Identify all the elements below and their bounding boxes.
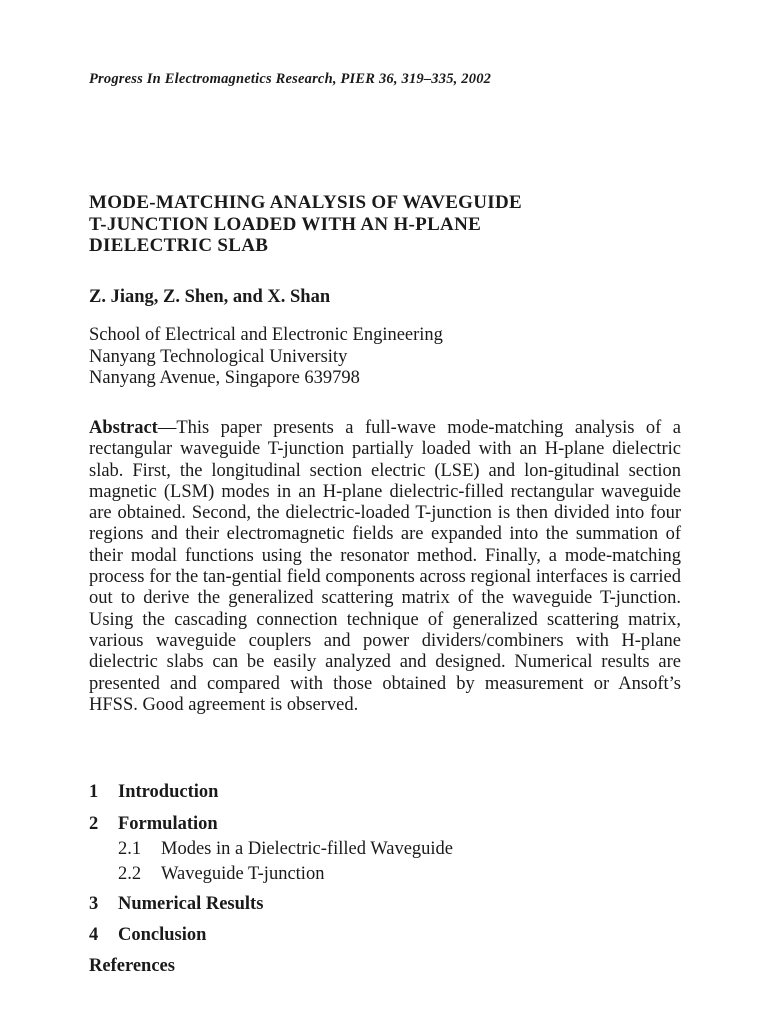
toc-label: Introduction	[118, 782, 219, 802]
abstract-label: Abstract	[89, 418, 158, 438]
affiliation-line: Nanyang Technological University	[89, 346, 348, 367]
toc-number: 3	[89, 894, 99, 914]
title-line: MODE-MATCHING ANALYSIS OF WAVEGUIDE	[89, 192, 522, 213]
toc-label: Modes in a Dielectric-filled Waveguide	[161, 839, 454, 859]
toc-label: Formulation	[118, 814, 218, 834]
toc-label: Numerical Results	[118, 894, 264, 914]
toc-label: Waveguide T-junction	[161, 864, 325, 884]
author-affiliation	[89, 325, 443, 390]
abstract-text: —This paper presents a full-wave mode-matching analysis of a rectangular waveguide T-junction partially loaded with an H-plane dielectric slab. First, the longitudinal section electric (LSE) and lon-gitudinal section magnetic (LSM) modes in an H-plane dielectric-filled rectangular waveguide are obtained. Second, the dielectric-loaded T-junction is then divided into four regions and their electromagnetic fields are expanded into the summation of their modal functions using the resonator method. Finally, a mode-matching process for the tan-gential field components across regional interfaces is carried out to derive the generalized scattering matrix of the waveguide T-junction. Using the cascading connection technique of generalized scattering matrix, various waveguide couplers and power dividers/combiners with H-plane dielectric slabs can be easily analyzed and designed. Numerical results are presented and compared with those obtained by measurement or Ansoft’s HFSS. Good agreement is observed.	[89, 418, 681, 715]
toc-entry-tjunction[interactable]	[118, 864, 324, 885]
toc-entry-introduction[interactable]	[89, 782, 218, 803]
toc-entry-modes[interactable]	[118, 839, 453, 860]
toc-number: 2.2	[118, 864, 142, 884]
paper-authors: Z. Jiang, Z. Shen, and X. Shan	[89, 287, 331, 307]
toc-label: References	[89, 956, 175, 976]
journal-header: Progress In Electromagnetics Research, PIER 36, 319–335, 2002	[89, 71, 492, 87]
abstract	[89, 418, 681, 716]
toc-entry-formulation[interactable]	[89, 814, 218, 835]
toc-label: Conclusion	[118, 925, 207, 945]
toc-number: 4	[89, 925, 99, 945]
affiliation-line: Nanyang Avenue, Singapore 639798	[89, 368, 360, 388]
affiliation-line: School of Electrical and Electronic Engineering	[89, 325, 443, 345]
toc-number: 2	[89, 814, 99, 834]
toc-entry-references[interactable]	[89, 956, 175, 977]
toc-entry-conclusion[interactable]	[89, 925, 206, 946]
title-line: DIELECTRIC SLAB	[89, 235, 269, 256]
title-line: T-JUNCTION LOADED WITH AN H-PLANE	[89, 213, 482, 235]
toc-number: 1	[89, 782, 99, 802]
paper-title	[89, 192, 689, 257]
toc-number: 2.1	[118, 839, 142, 859]
toc-entry-numerical-results[interactable]	[89, 894, 263, 915]
